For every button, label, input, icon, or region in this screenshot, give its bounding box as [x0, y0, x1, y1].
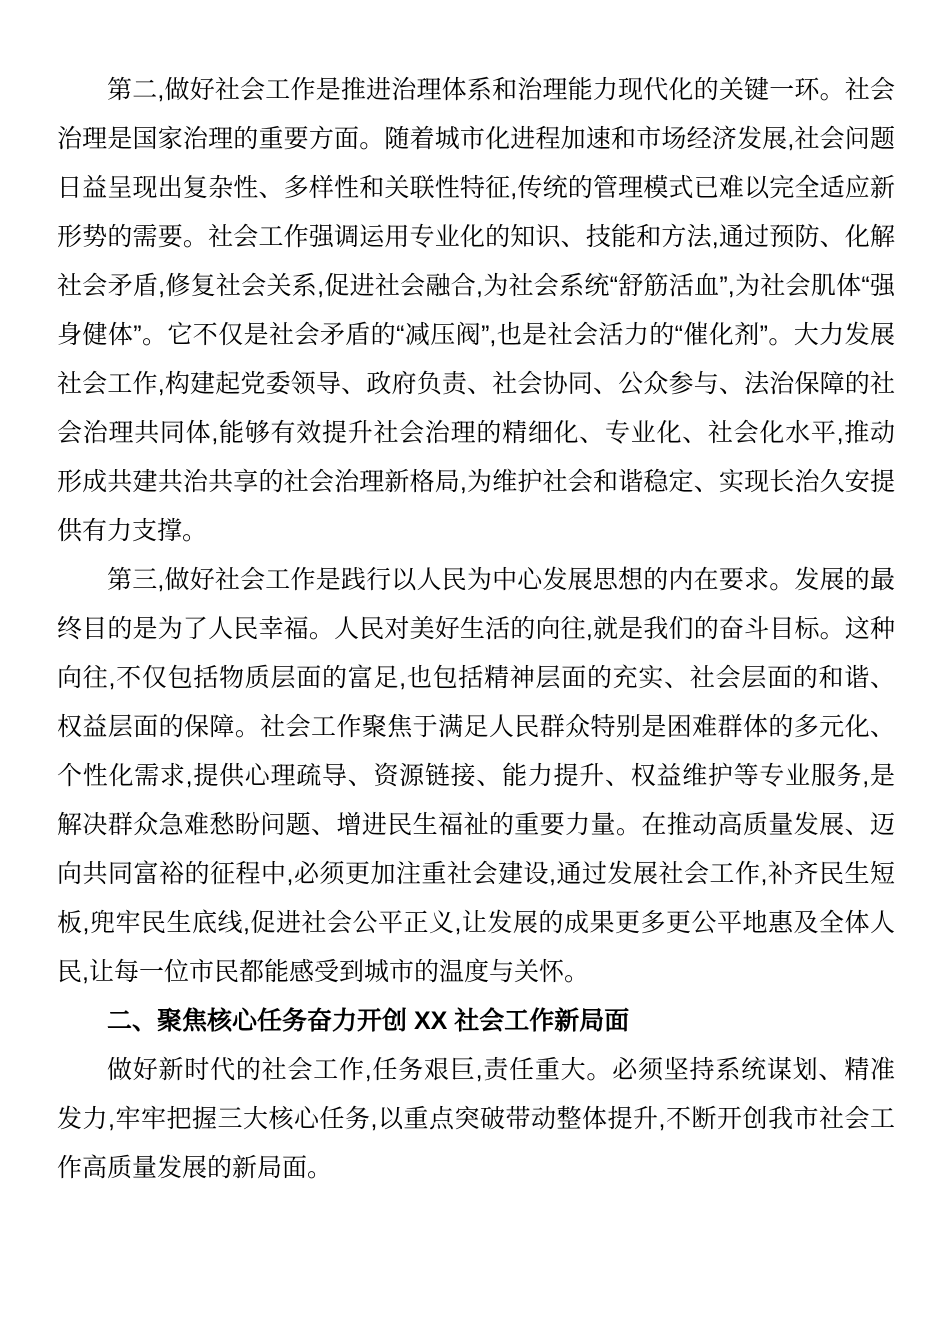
paragraph: 第二,做好社会工作是推进治理体系和治理能力现代化的关键一环。社会治理是国家治理的重要方面。随着城市化进程加速和市场经济发展,社会问题日益呈现出复杂性、多样性和关联性特征,传统的管理模式已难以完全适应新形势的需要。社会工作强调运用专业化的知识、技能和方法,通过预防、化解社会矛盾,修复社会关系,促进社会融合,为社会系统“舒筋活血”,为社会肌体“强身健体”。它不仅是社会矛盾的“减压阀”,也是社会活力的“催化剂”。大力发展社会工作,构建起党委领导、政府负责、社会协同、公众参与、法治保障的社会治理共同体,能够有效提升社会治理的精细化、专业化、社会化水平,推动形成共建共治共享的社会治理新格局,为维护社会和谐稳定、实现长治久安提供有力支撑。 — [57, 76, 895, 545]
document-body — [57, 66, 895, 1193]
paragraph: 做好新时代的社会工作,任务艰巨,责任重大。必须坚持系统谋划、精准发力,牢牢把握三大核心任务,以重点突破带动整体提升,不断开创我市社会工作高质量发展的新局面。 — [57, 1056, 895, 1182]
section-heading: 二、聚焦核心任务奋力开创 XX 社会工作新局面 — [107, 1007, 630, 1035]
paragraph: 第三,做好社会工作是践行以人民为中心发展思想的内在要求。发展的最终目的是为了人民幸福。人民对美好生活的向往,就是我们的奋斗目标。这种向往,不仅包括物质层面的富足,也包括精神层面的充实、社会层面的和谐、权益层面的保障。社会工作聚焦于满足人民群众特别是困难群体的多元化、个性化需求,提供心理疏导、资源链接、能力提升、权益维护等专业服务,是解决群众急难愁盼问题、增进民生福祉的重要力量。在推动高质量发展、迈向共同富裕的征程中,必须更加注重社会建设,通过发展社会工作,补齐民生短板,兜牢民生底线,促进社会公平正义,让发展的成果更多更公平地惠及全体人民,让每一位市民都能感受到城市的温度与关怀。 — [57, 566, 895, 986]
